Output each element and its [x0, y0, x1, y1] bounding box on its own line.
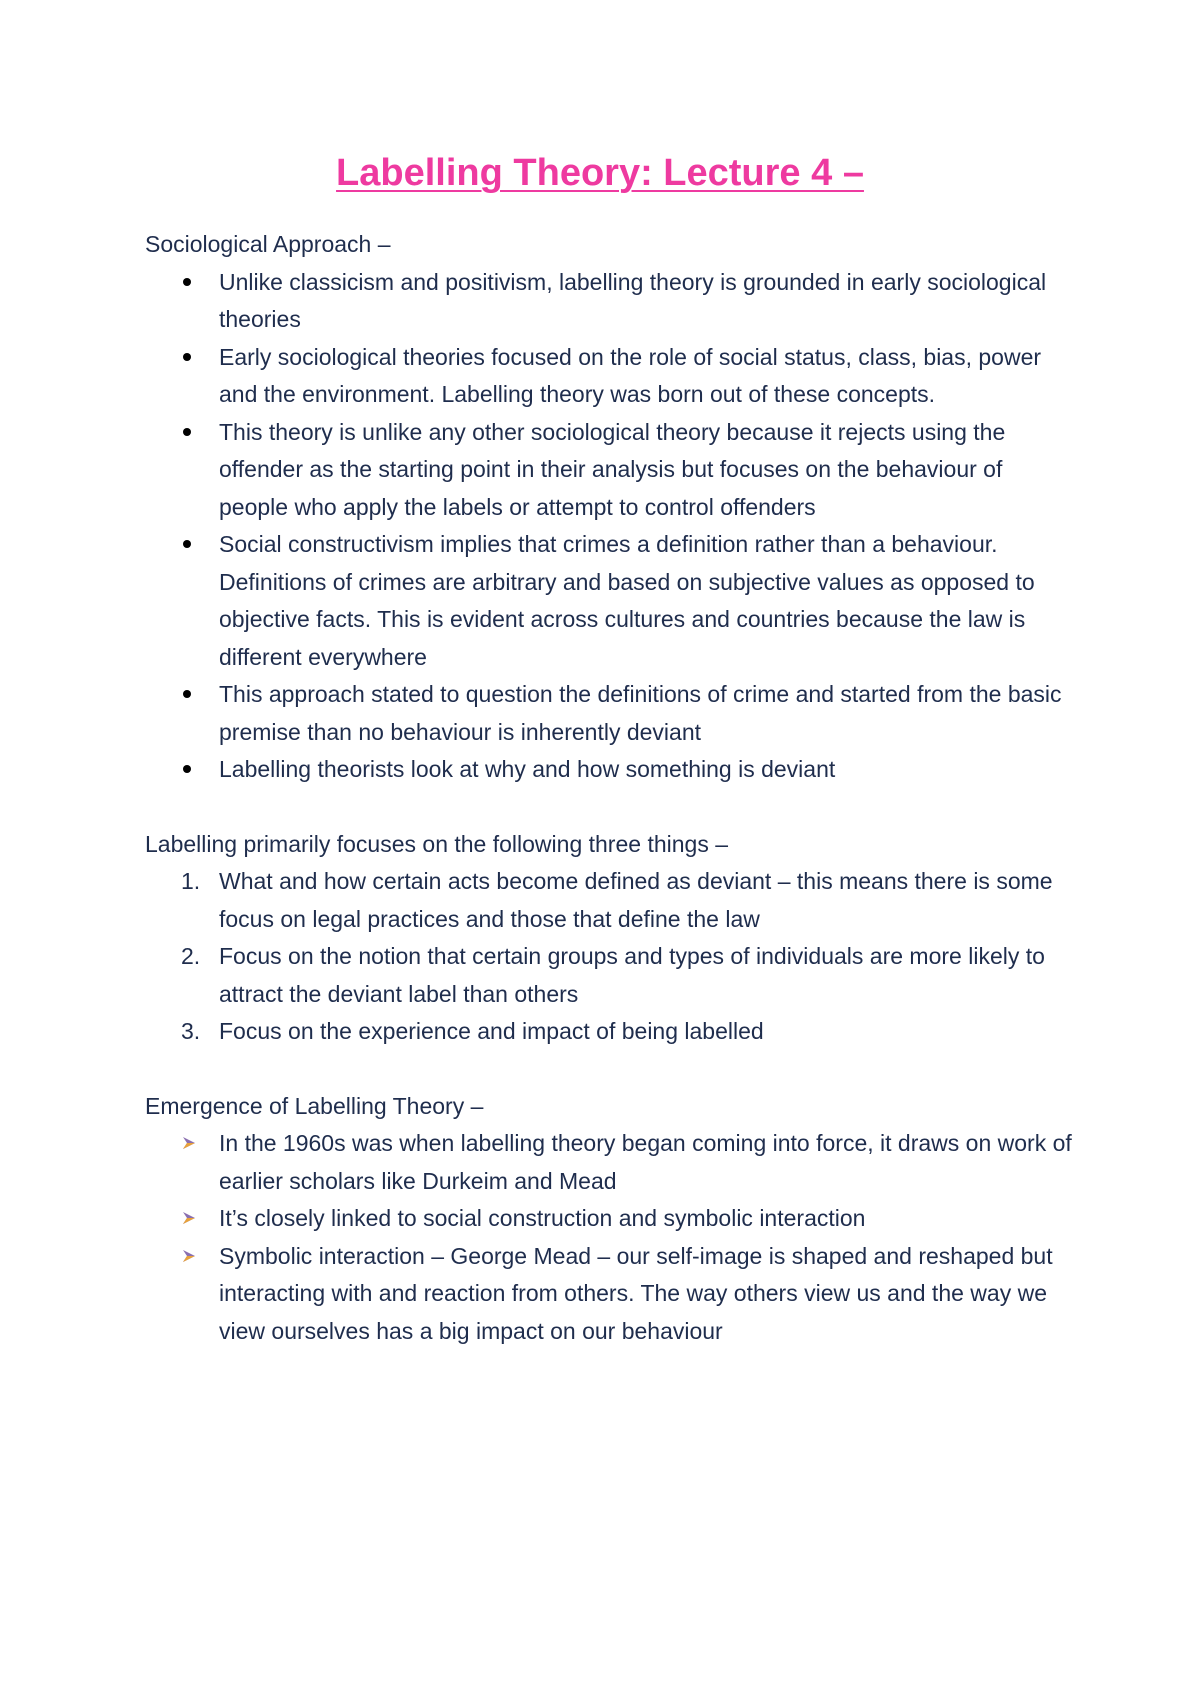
list-item-text: Unlike classicism and positivism, labelling theory is grounded in early sociological theories	[219, 268, 1047, 332]
numbered-list-focus	[145, 863, 1075, 1051]
section-heading-three-things: Labelling primarily focuses on the following three things –	[145, 830, 728, 857]
list-item-text: What and how certain acts become defined as deviant – this means there is some focus on legal practices and those that define the law	[219, 868, 1053, 932]
list-item	[145, 863, 1075, 938]
bullet-list-sociological	[145, 264, 1075, 789]
section-heading-emergence: Emergence of Labelling Theory –	[145, 1092, 484, 1119]
list-item	[145, 1013, 1075, 1051]
list-item	[145, 1238, 1075, 1351]
list-item-text: Social constructivism implies that crimes a definition rather than a behaviour. Definitions of crimes are arbitrary and based on subjective values as opposed to objective facts. This is evident across cultures and countries because the law is different everywhere	[219, 531, 1035, 670]
arrow-bullet-icon	[181, 1238, 211, 1275]
section-heading-sociological-approach: Sociological Approach –	[145, 231, 391, 257]
list-item	[145, 264, 1075, 339]
list-item	[145, 339, 1075, 414]
list-item	[145, 676, 1075, 751]
spacer	[145, 1051, 1075, 1088]
list-item	[145, 1125, 1075, 1200]
list-number: 3.	[181, 1018, 201, 1044]
list-item	[145, 938, 1075, 1013]
list-item	[145, 526, 1075, 676]
list-item-text: In the 1960s was when labelling theory began coming into force, it draws on work of earlier scholars like Durkeim and Mead	[219, 1130, 1072, 1194]
list-item-text: Focus on the notion that certain groups and types of individuals are more likely to attract the deviant label than others	[219, 943, 1045, 1007]
list-item-text: Early sociological theories focused on the role of social status, class, bias, power and the environment. Labelling theory was born out of these concepts.	[219, 343, 1042, 407]
filled-dot-icon	[181, 264, 211, 301]
list-item-text: Labelling theorists look at why and how something is deviant	[219, 756, 836, 782]
spacer	[145, 789, 1075, 826]
list-item-text: Symbolic interaction – George Mead – our self-image is shaped and reshaped but interacting with and reaction from others. The way others view us and the way we view ourselves has a big impact on our behaviour	[219, 1242, 1053, 1344]
filled-dot-icon	[181, 339, 211, 376]
arrow-bullet-icon	[181, 1125, 211, 1162]
page-title: Labelling Theory: Lecture 4 –	[336, 152, 864, 194]
list-item	[145, 414, 1075, 527]
filled-dot-icon	[181, 676, 211, 713]
list-item-text: This theory is unlike any other sociological theory because it rejects using the offender as the starting point in their analysis but focuses on the behaviour of people who apply the labels or attempt to control offenders	[219, 418, 1006, 520]
list-item-text: It’s closely linked to social construction and symbolic interaction	[219, 1205, 866, 1231]
list-number: 2.	[181, 943, 201, 969]
list-number: 1.	[181, 868, 201, 894]
arrow-list-emergence	[145, 1125, 1075, 1350]
list-item-text: This approach stated to question the definitions of crime and started from the basic premise than no behaviour is inherently deviant	[219, 681, 1062, 745]
filled-dot-icon	[181, 526, 211, 563]
arrow-bullet-icon	[181, 1200, 211, 1237]
filled-dot-icon	[181, 751, 211, 788]
list-item	[145, 1200, 1075, 1238]
document-body	[145, 226, 1075, 1350]
filled-dot-icon	[181, 414, 211, 451]
list-item-text: Focus on the experience and impact of being labelled	[219, 1018, 764, 1044]
list-item	[145, 751, 1075, 789]
